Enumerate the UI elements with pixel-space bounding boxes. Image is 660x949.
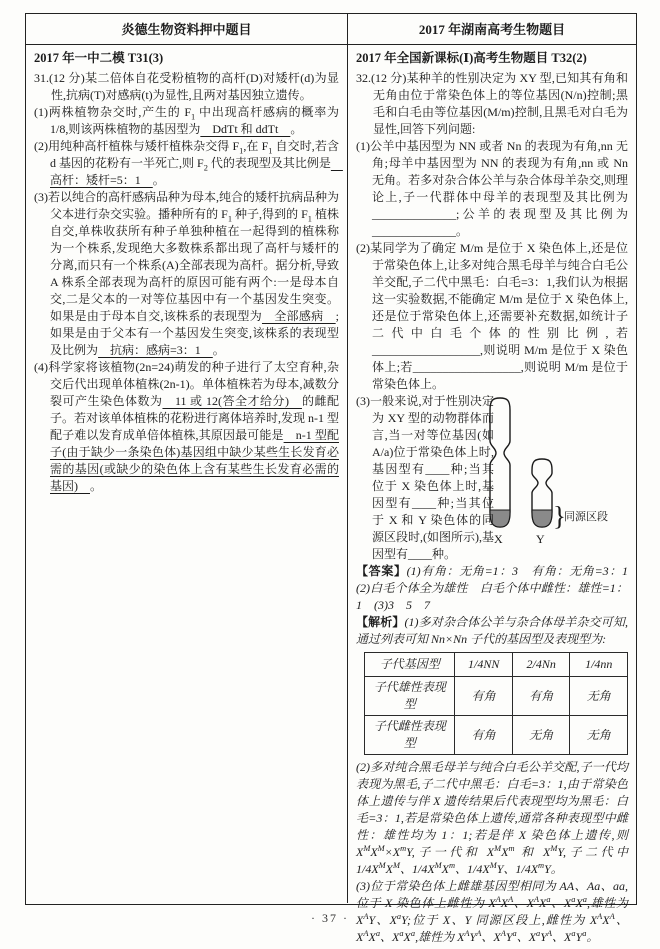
table-cell: 2/4Nn — [512, 653, 570, 677]
answer-label: 【答案】 — [356, 564, 407, 578]
header-left-title: 炎德生物资料押中题目 — [26, 14, 348, 44]
analysis-text-1: (1)多对杂合体公羊与杂合体母羊杂交可知,通过列表可知 Nn×Nn 子代的基因型及表现型为: — [356, 615, 628, 646]
q31-item-1: (1)两株植物杂交时,产生的 $F_1$ 中出现高杆感病的概率为 1/8,则该两株植物的基因型为 DdTt 和 ddTt 。 — [34, 105, 339, 136]
figure-region-label: 同源区段 — [564, 511, 608, 523]
answer-section — [356, 563, 641, 614]
table-row — [365, 677, 628, 716]
table-cell: 子代雌性表现型 — [365, 716, 455, 755]
q31-item-2: (2)用纯种高杆植株与矮杆植株杂交得 $F_1$,在 $F_1$ 自交时,若含 d 基因的花粉有一半死亡,则 $F_2$ 代的表现型及其比例是 高杆：矮杆=5：1 。 — [34, 139, 343, 187]
x-chromosome-label: X — [494, 532, 503, 546]
analysis-section — [356, 614, 628, 648]
y-chromosome-homologous-tip — [532, 510, 552, 527]
analysis-text-2: (2)多对纯合黑毛母羊与纯合白毛公羊交配,子一代均表现为黑毛,子二代中黑毛：白毛=3：1,由于常染色体上遗传与伴 X 遗传结果后代表现型均为黑毛：白毛=3：1,若是常染色体上遗传,通常各种表现型中雌性：雄性均为 1：1;若是伴 X 染色体上遗传,则 $X^MX^M\times X^mY$,子一代和 $X^MX^m$ 和 $X^MY$,子二代中 $1/4X^MX^M$、$1/4X^MX^m$、$1/4X^MY$、$1/4X^mY$。 — [356, 760, 628, 876]
q32-item-3-block — [356, 393, 628, 563]
chromosome-figure — [496, 395, 628, 547]
q31-item-3: (3)若以纯合的高杆感病品种为母本,纯合的矮杆抗病品种为父本进行杂交实验。播种所有的 $F_1$ 种子,得到的 $F_1$ 植株自交,单株收获所有种子单独种植在一起得到的植株称为一个株系,发现绝大多数株系都出现了高杆与矮杆的分离,而只有一个株系(A)全部表现为高杆。据分析,导致 A 株系全部表现为高杆的原因可能有两个:一是母本自交,二是父本的一对等位基因中有一个基因发生突变。如果是由于母本自交,该株系的表现型为 全部感病 ;如果是由于父本有一个基因发生突变,该株系的表现型及比例为 抗病：感病=3：1 。 — [34, 190, 339, 357]
table-cell: 无角 — [570, 716, 628, 755]
y-chromosome-label: Y — [536, 532, 545, 546]
table-cell: 有角 — [512, 677, 570, 716]
table-row — [365, 653, 628, 677]
analysis-table — [364, 652, 628, 755]
left-column — [26, 45, 348, 903]
table-header-row — [26, 14, 636, 45]
table-cell: 有角 — [455, 716, 513, 755]
table-cell: 子代基因型 — [365, 653, 455, 677]
analysis-label: 【解析】 — [356, 615, 405, 629]
answer-text: (1)有角：无角=1：3 有角：无角=3：1 (2)白毛个体全为雄性 白毛个体中雌性：雄性=1：1 (3)3 5 7 — [356, 564, 641, 612]
q32-item-1: (1)公羊中基因型为 NN 或者 Nn 的表现为有角,nn 无角;母羊中基因型为 NN 的表现为有角,nn 或 Nn 无角。若多对杂合体公羊与杂合体母羊杂交,则理论上,子一代群体中母羊的表现型及其比例为______________;公羊的表现型及其比例为______________。 — [356, 139, 628, 238]
q31-stem: 31.(12 分)某二倍体自花受粉植物的高杆(D)对矮杆(d)为显性,抗病(T)对感病(t)为显性,且两对基因独立遗传。 — [34, 71, 339, 102]
q32-stem: 32.(12 分)某种羊的性别决定为 XY 型,已知其有角和无角由位于常染色体上的等位基因(N/n)控制;黑毛和白毛由等位基因(M/m)控制,且黑毛对白毛为显性,回答下列问题: — [356, 71, 628, 136]
table-cell: 子代雄性表现型 — [365, 677, 455, 716]
table-cell: 1/4NN — [455, 653, 513, 677]
analysis-text-3: (3)位于常染色体上雌雄基因型相同为 AA、Aa、aa,位于 X 染色体上雌性为 $X^AX^A$、$X^AX^a$、$X^aX^a$,雄性为 $X^AY$、$X^aY$;位于 X、Y 同源区段上,雌性为 $X^AX^A$、$X^AX^a$、$X^aX^a$,雄性为 $X^AY^A$、$X^AY^a$、$X^aY^A$、$X^aY^a$。 — [356, 879, 628, 944]
header-right-title: 2017 年湖南高考生物题目 — [418, 21, 566, 37]
table-row — [365, 716, 628, 755]
table-cell: 有角 — [455, 677, 513, 716]
table-cell: 1/4nn — [570, 653, 628, 677]
table-cell: 无角 — [570, 677, 628, 716]
figure-brace: } — [553, 501, 566, 531]
right-column — [348, 45, 641, 944]
q31-item-4: (4)科学家将该植物(2n=24)萌发的种子进行了太空育种,杂交后代出现单体植株(2n-1)。单体植株若为母本,减数分裂可产生染色体数为 11 或 12(答全才给分) 的雌配子。若对该单体植株的花粉进行离体培养时,发现 n-1 型配子难以发育成单倍体植株,其原因最可能是 n-1 型配子(由于缺少一条染色体)基因组中缺少某些生长发育必需的基因(或缺少的染色体上含有某些生长发育必需的基因) 。 — [34, 360, 339, 493]
right-column-heading: 2017 年全国新课标(Ⅰ)高考生物题目 T32(2) — [356, 51, 587, 65]
left-column-heading: 2017 年一中二模 T31(3) — [34, 51, 164, 65]
q32-item-2: (2)某同学为了确定 M/m 是位于 X 染色体上,还是位于常染色体上,让多对纯合黑毛母羊与纯合白毛公羊交配,子二代中黑毛：白毛=3：1,我们认为根据这一实验数据,不能确定 M/m 是位于 X 染色体上,还是位于常染色体上,还需要补充数据,如统计子二代中白毛个体的性别比例,若__________________,则说明 M/m 是位于 X 染色体上;若__________________,则说明 M/m 是位于常染色体上。 — [356, 241, 628, 391]
q32-item-3-text: (3)一般来说,对于性别决定为 XY 型的动物群体而言,当一对等位基因(如 A/a)位于常染色体上时,基因型有____种;当其位于 X 染色体上时,基因型有____种;当其位于 X 和 Y 染色体的同源区段时,(如图所示),基因型有____种。 — [356, 394, 494, 561]
table-cell: 无角 — [512, 716, 570, 755]
page-number: · 37 · — [311, 911, 349, 925]
